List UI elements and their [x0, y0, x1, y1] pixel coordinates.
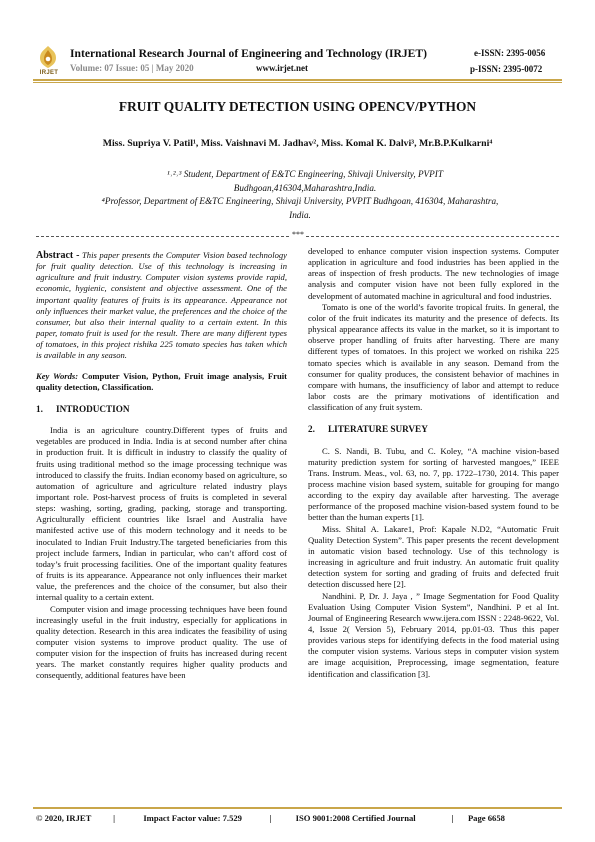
journal-name: International Research Journal of Engineering and Technology (IRJET): [70, 47, 427, 60]
abstract-label: Abstract -: [36, 250, 80, 261]
literature-paragraph: Miss. Shital A. Lakare1, Prof: Kapale N.D2, “Automatic Fruit Quality Detection System”. This paper presents the recent development in automatic vision based technology. Use of this technology is increasing in agriculture and fruit industry. An automatic fruit quality detection system for sorting and grading of fruits and defected fruit detection discussed here [2].: [308, 523, 559, 590]
logo-wordmark: IRJET: [39, 70, 59, 76]
header-rule: [33, 79, 562, 81]
page-footer: [36, 813, 559, 823]
literature-paragraph: C. S. Nandi, B. Tubu, and C. Koley, “A machine vision-based maturity prediction system for sorting of harvested mangoes,” IEEE Trans. Instrum. Meas., vol. 63, no. 7, pp. 1722–1730, 2014. This paper process machine vision based system, suitable for grouping for mango according to the expiry day available after harvesting. The average performance of the proposed machine vision-based system found to be better than the human experts [1].: [308, 445, 559, 523]
body-paragraph: developed to enhance computer vision inspection systems. Computer application in agriculture and food industries has been applied in the areas of inspection of fresh products. The new technologies of image analysis and computer vision have not been fully explored in the development of automated machine in agricultural and food industries.: [308, 246, 559, 301]
volume-issue: Volume: 07 Issue: 05 | May 2020: [70, 63, 194, 73]
section-title: INTRODUCTION: [56, 403, 130, 414]
footer-divider: |: [451, 813, 454, 823]
right-column: [308, 246, 559, 680]
affiliation-students: ¹˒²˒³ Student, Department of E&TC Engineering, Shivaji University, PVPIT Budhgoan,416304,Maharashtra,India.: [167, 169, 443, 193]
intro-paragraph: Computer vision and image processing techniques have been found increasingly useful in the fruit industry, especially for applications in quality detection. Research in this area indicates the feasibility of using computer vision systems to improve product quality. The use of computer vision for the inspection of fruits has increased during recent years. The market constantly requires higher quality products and consequently, additional features have been: [36, 603, 287, 681]
footer-page-number: Page 6658: [467, 813, 505, 823]
footer-copyright: © 2020, IRJET: [36, 813, 92, 823]
separator-stars: ***: [292, 230, 304, 239]
left-column: [36, 250, 287, 682]
keywords: [36, 371, 287, 393]
abstract-text: This paper presents the Computer Vision based technology for fruit quality detection. Use of this technology is increasing in agriculture and fruit industry. Computer vision systems provide rapid, economic, hygienic, consistent and objective assessment. One of the important quality features of fruits is its appearance. Appearance not only influences their market value, the preferences and the choice of the consumer, but also their internal quality to a certain extent. In this paper, tomato fruit is used for the result. There are many different types of tomatoes, in this project rishika 225 tomato species has taken which is available in any season.: [36, 250, 287, 361]
keywords-label: Key Words:: [36, 370, 79, 381]
journal-website-link[interactable]: www.irjet.net: [256, 63, 308, 73]
footer-iso: ISO 9001:2008 Certified Journal: [295, 813, 416, 823]
affiliation-professor: ⁴Professor, Department of E&TC Engineering, Shivaji University, PVPIT Budhgoan, 416304, Maharashtra, India.: [101, 196, 499, 220]
footer-divider: |: [269, 813, 272, 823]
section-number: 1.: [36, 403, 43, 414]
footer-rule: [33, 807, 562, 809]
abstract: [36, 250, 287, 362]
eissn: e-ISSN: 2395-0056: [474, 48, 546, 58]
footer-impact-factor: Impact Factor value: 7.529: [143, 813, 242, 823]
paper-title: FRUIT QUALITY DETECTION USING OPENCV/PYTHON: [118, 99, 477, 114]
pissn: p-ISSN: 2395-0072: [470, 64, 543, 74]
literature-paragraph: Nandhini. P, Dr. J. Jaya , ” Image Segmentation for Food Quality Evaluation Using Computer Vision System”, Nandhini. P et al Int. Journal of Engineering Research www.ijera.com ISSN : 2248-9622, Vol. 4, Issue 2( Version 5), February 2014, pp.01-03. Thus this paper provides various steps for identifying defects in the food material using the computer vision systems. Various steps in computer vision system are image acquisition, Preprocessing, image segmentation, feature identification and classification [3].: [308, 590, 559, 679]
author-list: Miss. Supriya V. Patil¹, Miss. Vaishnavi M. Jadhav², Miss. Komal K. Dalvi³, Mr.B.P.Kulkarni⁴: [102, 138, 493, 149]
section-number: 2.: [308, 424, 315, 435]
body-paragraph: Tomato is one of the world’s favorite tropical fruits. In general, the color of the fruit indicates its maturity and the presence of defects. Its physical appearance affects its value in the market, so it is important to observe proper handling of fruits after harvesting. There are many different types of tomatoes. In this project we worked on rishika 225 tomato species which is available in any season. Demand from the consumer for quality produces, the consistent behavior of machines in compare with humans, the insufficiency of labor and attempt to reduce labor costs are the primary motivations of identification and classification of any fruit system.: [308, 301, 559, 413]
irjet-logo-icon: [36, 44, 60, 70]
keywords-text: Computer Vision, Python, Fruit image analysis, Fruit quality detection, Classification.: [36, 370, 287, 392]
intro-paragraph: India is an agriculture country.Different types of fruits and vegetables are produced in India. India is at second number after china in production fruit. It is difficult in industry to classify the quality of fruits using traditional method so the image processing technique was introduced to classify the fruits. Indian economy based on agriculture, so automation of agriculture and agriculture related industry plays important role. Post-harvest process of fruits is completed in several steps: washing, sorting, grading, packing, storage and transporting. Agriculturally efficient countries like Israel and Australia have manifested active use of this modern technology and it needs to be inoculated to Indian Fruit Industry.The targeted beneficiaries from this project include farmers, Indian in particular, who can’t afford cost of today’s fruit processing facilities. One of the important quality features of fruits is its appearance. Appearance not only influences their market value, the preferences and the choice of the consumer, but also their internal quality to a certain extent.: [36, 425, 287, 603]
section-heading-introduction: [36, 404, 287, 415]
section-heading-literature-survey: [308, 424, 559, 435]
footer-divider: |: [113, 813, 116, 823]
header-rule-thin: [33, 82, 562, 83]
section-title: LITERATURE SURVEY: [328, 424, 428, 435]
